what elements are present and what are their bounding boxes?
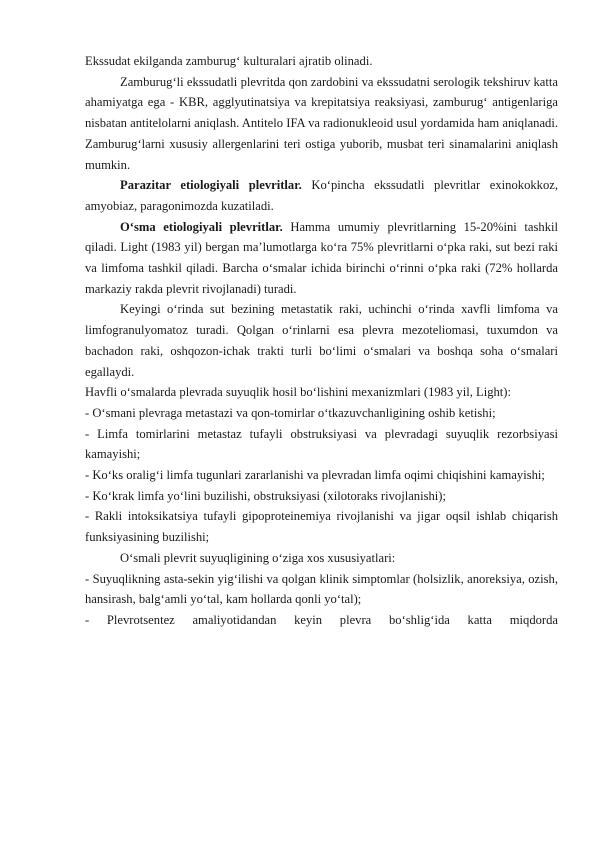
paragraph-fungal-serology <box>85 72 558 176</box>
section-heading: O‘sma etiologiyali plevritlar. <box>120 219 283 234</box>
paragraph-text: Zamburug‘li ekssudatli plevritda qon zardobini va ekssudatni serologik tekshiruv katta ahamiyatga ega - KBR, agglyutinatsiya va krepitatsiya reaksiyasi, zamburug‘ antigenlariga nisbatan antitelolarni aniqlash. Antitelo IFA va radionukleoid usul yordamida ham aniqlanadi. Zamburug‘larni xususiy allergenlarini teri ostiga yuborib, musbat teri sinamalarini aniqlash mumkin. <box>85 74 558 172</box>
paragraph-text: Hamma umumiy plevritlarning 15-20%ini tashkil qiladi. Light (1983 yil) bergan ma’lumotlarga ko‘ra 75% plevritlarni o‘pka raki, sut bezi raki va limfoma tashkil qiladi. Barcha o‘smalar ichida birinchi o‘rinni o‘pka raki (72% hollarda markaziy rakda plevrit rivojlanadi) turadi. <box>85 219 558 296</box>
list-item-text: - O‘smani plevraga metastazi va qon-tomirlar o‘tkazuvchanligining oshib ketishi; <box>85 405 496 420</box>
list-item-text: - Limfa tomirlarini metastaz tufayli obstruksiyasi va plevradagi suyuqlik rezorbsiyasi kamayishi; <box>85 426 558 462</box>
list-item <box>85 569 558 610</box>
paragraph-exudate-culture <box>85 51 558 72</box>
paragraph-text: Havfli o‘smalarda plevrada suyuqlik hosil bo‘lishini mexanizmlari (1983 yil, Light): <box>85 385 511 400</box>
list-item <box>85 403 558 424</box>
list-item-text: - Ko‘ks oralig‘i limfa tugunlari zararlanishi va plevradan limfa oqimi chiqishini kamayishi; <box>85 468 545 483</box>
list-item <box>85 506 558 547</box>
paragraph-text: O‘smali plevrit suyuqligining o‘ziga xos xususiyatlari: <box>120 550 396 565</box>
paragraph-text: Ko‘pincha ekssudatli plevritlar exinokokkoz, amyobiaz, paragonimozda kuzatiladi. <box>85 178 558 213</box>
section-heading: Parazitar etiologiyali plevritlar. <box>120 178 302 193</box>
paragraph-metastatic-ranking <box>85 299 558 382</box>
list-item-text: - Rakli intoksikatsiya tufayli gipoproteinemiya rivojlanishi va jigar oqsil ishlab chiqarish funksiyasining buzilishi; <box>85 509 558 545</box>
paragraph-parasitic-pleurisy <box>85 175 558 216</box>
paragraph-tumor-pleurisy <box>85 217 558 300</box>
list-item-text: - Ko‘krak limfa yo‘lini buzilishi, obstruksiyasi (xilotoraks rivojlanishi); <box>85 488 446 503</box>
paragraph-features-intro <box>85 548 558 569</box>
list-item <box>85 424 558 465</box>
list-item <box>85 486 558 507</box>
paragraph-text: Keyingi o‘rinda sut bezining metastatik raki, uchinchi o‘rinda xavfli limfoma va limfogranulyomatoz turadi. Qolgan o‘rinlarni esa plevra mezoteliomasi, tuxumdon va bachadon raki, oshqozon-ichak trakti turli bo‘limi o‘smalari va boshqa soha o‘smalari egallaydi. <box>85 302 558 379</box>
paragraph-text: Ekssudat ekilganda zamburug‘ kulturalari ajratib olinadi. <box>85 54 373 68</box>
paragraph-mechanisms-intro <box>85 382 558 403</box>
list-item <box>85 465 558 486</box>
list-item-text: - Plevrotsentez amaliyotidandan keyin plevra bo‘shlig‘ida katta miqdorda <box>85 612 558 627</box>
list-item <box>85 610 558 631</box>
document-page <box>85 51 558 631</box>
list-item-text: - Suyuqlikning asta-sekin yig‘ilishi va qolgan klinik simptomlar (holsizlik, anoreksiya, ozish, hansirash, balg‘amli yo‘tal, kam hollarda qonli yo‘tal); <box>85 571 558 607</box>
